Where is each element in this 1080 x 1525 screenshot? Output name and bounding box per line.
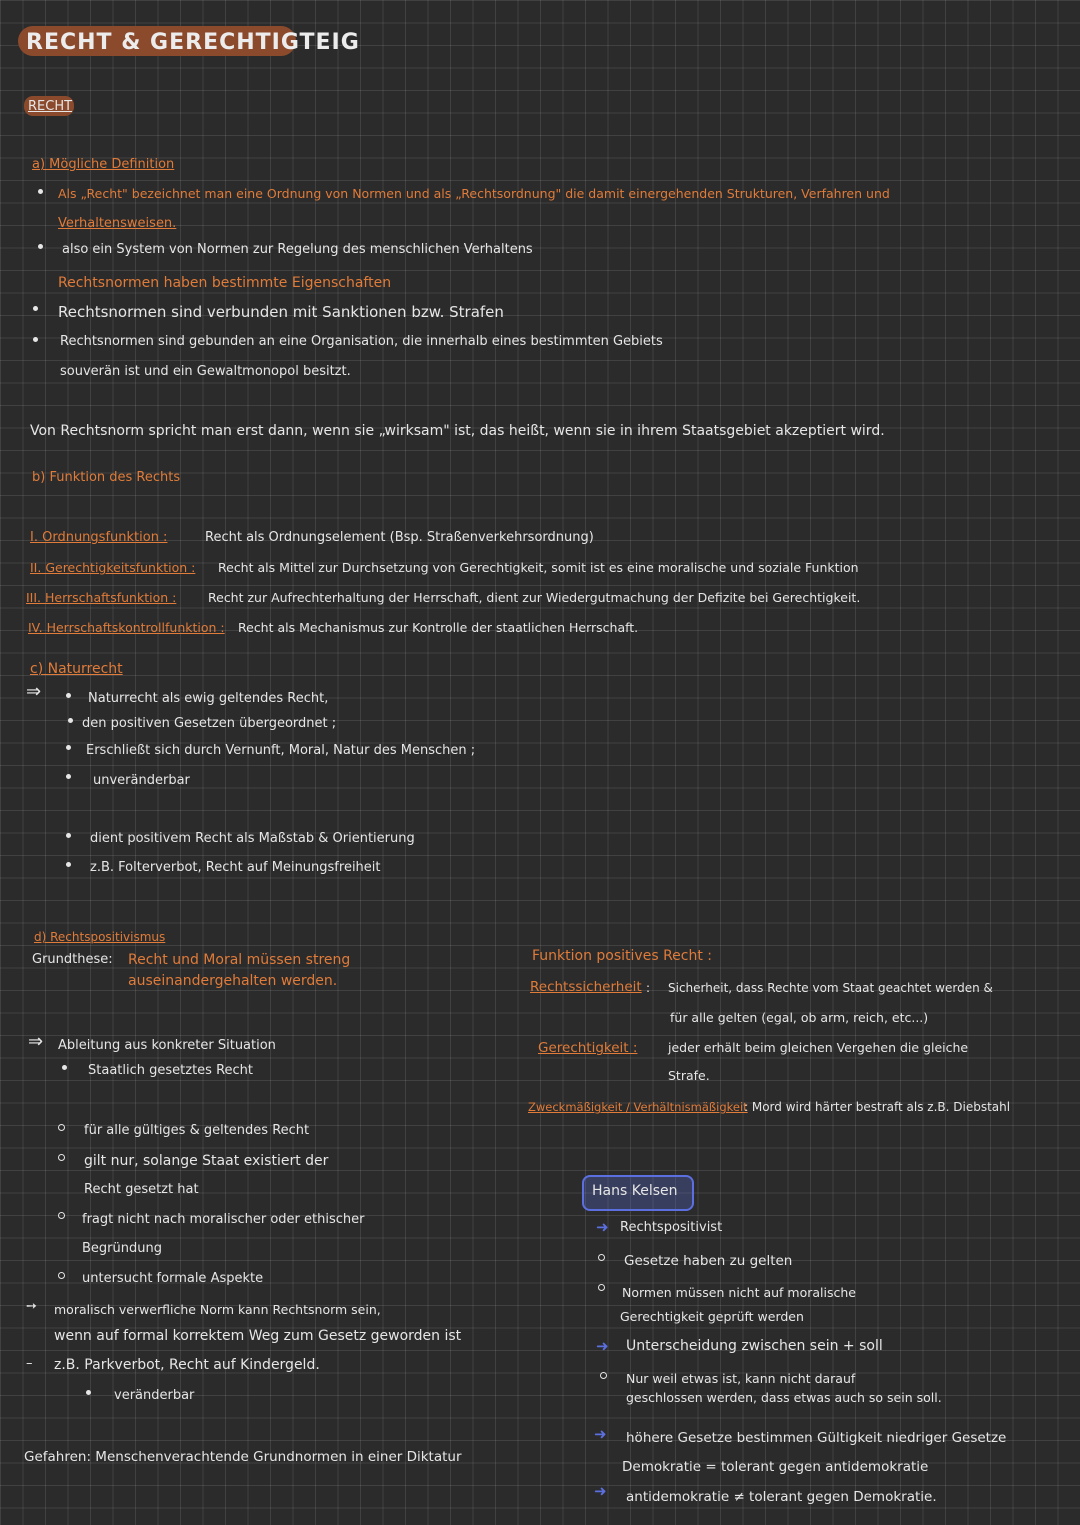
bullet xyxy=(66,833,71,838)
grundthese-line-1: Recht und Moral müssen streng xyxy=(128,952,351,968)
naturrecht-item-4: unveränderbar xyxy=(93,773,190,788)
circle-bullet xyxy=(58,1212,65,1219)
kelsen-item-4: Unterscheidung zwischen sein + soll xyxy=(626,1338,883,1354)
zweckmaessigkeit-label: Zweckmäßigkeit / Verhältnismäßigkeit xyxy=(528,1100,748,1114)
colon: : xyxy=(646,981,651,995)
bullet xyxy=(33,337,38,342)
grundthese-label: Grundthese: xyxy=(32,952,113,967)
positivismus-item-1: Staatlich gesetztes Recht xyxy=(88,1063,253,1078)
page-title: RECHT & GERECHTIGTEIG xyxy=(26,30,360,55)
kelsen-item-1: Rechtspositivist xyxy=(620,1220,723,1235)
kelsen-item-3a: Normen müssen nicht auf moralische xyxy=(622,1285,856,1300)
heading-rechtspositivismus: d) Rechtspositivismus xyxy=(34,930,166,944)
moral-note-2: z.B. Parkverbot, Recht auf Kindergeld. xyxy=(54,1357,320,1373)
bullet xyxy=(38,244,43,249)
property-2b: souverän ist und ein Gewaltmonopol besitzt. xyxy=(60,364,351,379)
dash-icon: – xyxy=(26,1356,33,1371)
bullet xyxy=(33,306,38,311)
kelsen-item-7: Demokratie = tolerant gegen antidemokratie xyxy=(622,1459,929,1475)
bullet xyxy=(66,693,71,698)
kelsen-name: Hans Kelsen xyxy=(592,1183,678,1199)
positivismus-item-5: untersucht formale Aspekte xyxy=(82,1271,264,1286)
bullet xyxy=(86,1390,91,1395)
function-2-label: II. Gerechtigkeitsfunktion : xyxy=(30,560,196,575)
circle-bullet xyxy=(598,1284,605,1291)
circle-bullet xyxy=(58,1272,65,1279)
naturrecht-item-3: Erschließt sich durch Vernunft, Moral, Natur des Menschen ; xyxy=(86,743,476,758)
gerechtigkeit-text-a: jeder erhält beim gleichen Vergehen die gleiche xyxy=(668,1040,969,1055)
gerechtigkeit-label: Gerechtigkeit : xyxy=(538,1040,638,1056)
rechtssicherheit-text-b: für alle gelten (egal, ob arm, reich, etc...) xyxy=(670,1010,929,1025)
wirksam-statement: Von Rechtsnorm spricht man erst dann, wenn sie „wirksam" ist, das heißt, wenn sie in ihrem Staatsgebiet akzeptiert wird. xyxy=(30,423,885,439)
gerechtigkeit-text-b: Strafe. xyxy=(668,1068,710,1083)
bullet xyxy=(66,862,71,867)
gefahren-note: Gefahren: Menschenverachtende Grundnormen in einer Diktatur xyxy=(24,1449,462,1465)
moral-note-1a: moralisch verwerfliche Norm kann Rechtsnorm sein, xyxy=(54,1302,381,1317)
function-4-text: Recht als Mechanismus zur Kontrolle der staatlichen Herrschaft. xyxy=(238,620,639,635)
property-2: Rechtsnormen sind gebunden an eine Organisation, die innerhalb eines bestimmten Gebiets xyxy=(60,334,663,349)
ableitung-text: Ableitung aus konkreter Situation xyxy=(58,1038,276,1053)
naturrecht-item-2: den positiven Gesetzen übergeordnet ; xyxy=(82,716,337,731)
heading-funktion-positives-recht: Funktion positives Recht : xyxy=(532,948,713,964)
function-1-text: Recht als Ordnungselement (Bsp. Straßenverkehrsordnung) xyxy=(205,530,594,545)
kelsen-item-2: Gesetze haben zu gelten xyxy=(624,1253,793,1269)
blue-arrow-icon: ➜ xyxy=(596,1218,609,1236)
rechtssicherheit-text-a: Sicherheit, dass Rechte vom Staat geachtet werden & xyxy=(668,981,993,995)
implication-arrow-icon: ⇒ xyxy=(26,681,42,702)
bullet xyxy=(38,189,43,194)
positivismus-item-4a: fragt nicht nach moralischer oder ethischer xyxy=(82,1212,365,1227)
section-label: RECHT xyxy=(28,99,73,114)
kelsen-item-8: antidemokratie ≠ tolerant gegen Demokratie. xyxy=(626,1489,937,1505)
bullet xyxy=(62,1065,67,1070)
circle-bullet xyxy=(598,1254,605,1261)
definition-text-1b: Verhaltensweisen. xyxy=(58,216,177,231)
bullet xyxy=(66,745,71,750)
function-3-label: III. Herrschaftsfunktion : xyxy=(26,590,177,605)
definition-text-1: Als „Recht" bezeichnet man eine Ordnung von Normen und als „Rechtsordnung" die damit einergehenden Strukturen, Verfahren und xyxy=(58,186,890,201)
implication-arrow-icon: ⇒ xyxy=(28,1031,44,1052)
zweckmaessigkeit-text: : Mord wird härter bestraft als z.B. Diebstahl xyxy=(744,1100,1011,1114)
function-2-text: Recht als Mittel zur Durchsetzung von Gerechtigkeit, somit ist es eine moralische und soziale Funktion xyxy=(218,560,859,575)
bullet xyxy=(66,774,71,779)
naturrecht-item-6: z.B. Folterverbot, Recht auf Meinungsfreiheit xyxy=(90,860,381,875)
definition-text-2: also ein System von Normen zur Regelung des menschlichen Verhaltens xyxy=(62,242,533,257)
kelsen-item-6: höhere Gesetze bestimmen Gültigkeit niedriger Gesetze xyxy=(626,1430,1007,1446)
naturrecht-item-5: dient positivem Recht als Maßstab & Orientierung xyxy=(90,831,415,846)
property-1: Rechtsnormen sind verbunden mit Sanktionen bzw. Strafen xyxy=(58,303,504,321)
function-4-label: IV. Herrschaftskontrollfunktion : xyxy=(28,620,225,635)
blue-arrow-icon: ➜ xyxy=(594,1482,607,1500)
properties-heading: Rechtsnormen haben bestimmte Eigenschaften xyxy=(58,275,392,291)
positivismus-item-3a: gilt nur, solange Staat existiert der xyxy=(84,1153,329,1169)
kelsen-item-3b: Gerechtigkeit geprüft werden xyxy=(620,1309,804,1324)
positivismus-item-3b: Recht gesetzt hat xyxy=(84,1182,199,1197)
function-3-text: Recht zur Aufrechterhaltung der Herrschaft, dient zur Wiedergutmachung der Defizite bei Gerechtigkeit. xyxy=(208,590,861,605)
bullet xyxy=(68,718,73,723)
circle-bullet xyxy=(58,1154,65,1161)
circle-bullet xyxy=(58,1124,65,1131)
naturrecht-item-1: Naturrecht als ewig geltendes Recht, xyxy=(88,691,329,706)
arrow-icon: ➙ xyxy=(26,1299,37,1314)
positivismus-item-2: für alle gültiges & geltendes Recht xyxy=(84,1123,310,1138)
kelsen-item-5b: geschlossen werden, dass etwas auch so sein soll. xyxy=(626,1390,942,1405)
moral-note-3: veränderbar xyxy=(114,1388,195,1403)
positivismus-item-4b: Begründung xyxy=(82,1241,162,1256)
grundthese-line-2: auseinandergehalten werden. xyxy=(128,973,338,989)
heading-definition: a) Mögliche Definition xyxy=(32,157,175,172)
function-1-label: I. Ordnungsfunktion : xyxy=(30,530,168,545)
blue-arrow-icon: ➜ xyxy=(596,1337,609,1355)
rechtssicherheit-label: Rechtssicherheit xyxy=(530,979,642,995)
heading-naturrecht: c) Naturrecht xyxy=(30,661,123,677)
blue-arrow-icon: ➜ xyxy=(594,1425,607,1443)
moral-note-1b: wenn auf formal korrektem Weg zum Gesetz geworden ist xyxy=(54,1328,462,1344)
circle-bullet xyxy=(600,1372,607,1379)
heading-funktion: b) Funktion des Rechts xyxy=(32,470,181,485)
kelsen-item-5a: Nur weil etwas ist, kann nicht darauf xyxy=(626,1371,856,1386)
